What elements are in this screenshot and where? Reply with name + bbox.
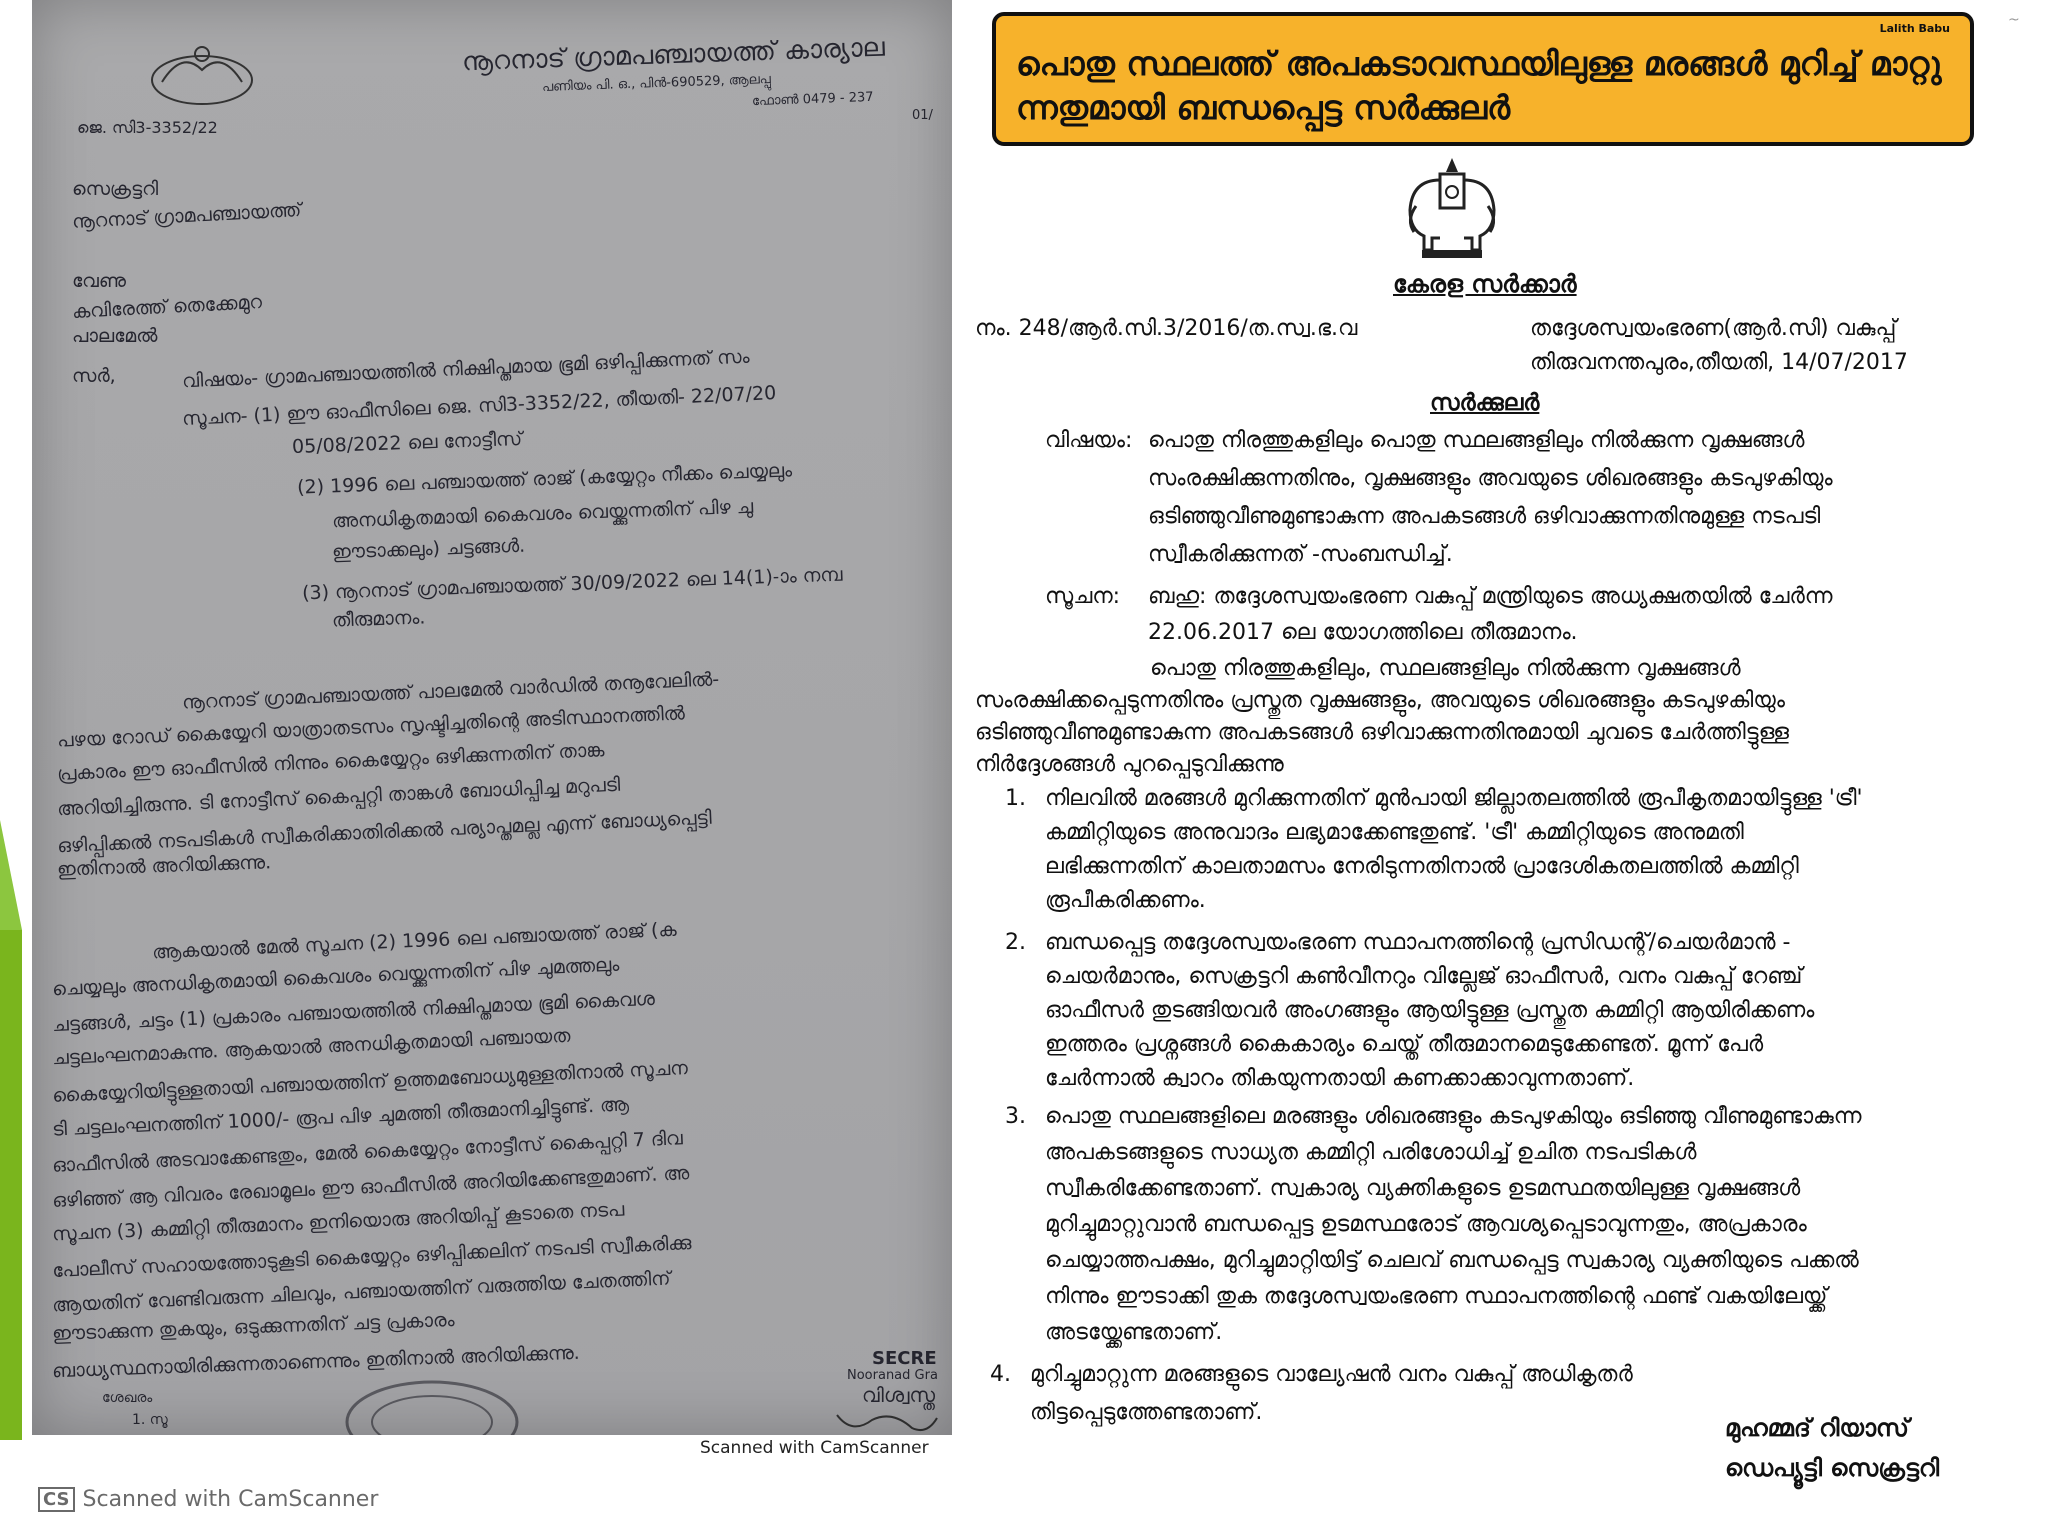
para2-line: പോലീസ് സഹായത്തോടുകൂടി കൈയ്യേറ്റം ഒഴിപ്പിക്കലിന് നടപടി സ്വീകരിക്കു — [51, 1232, 692, 1282]
subject-line: പൊതു നിരത്തുകളിലും പൊതു സ്ഥലങ്ങളിലും നിൽക്കുന്ന വൃക്ഷങ്ങൾ — [1148, 428, 1805, 453]
camscanner-footer — [38, 1487, 378, 1512]
letter-ref-3: (3) നൂറനാട് ഗ്രാമപഞ്ചായത്ത് 30/09/2022 ലെ 14(1)-ാം നമ്പ — [301, 563, 843, 605]
camscanner-text: Scanned with CamScanner — [82, 1487, 379, 1512]
item-line: ഓഫീസർ തുടങ്ങിയവർ അംഗങ്ങളും ആയിട്ടുള്ള പ്രസ്തുത കമ്മിറ്റി ആയിരിക്കണം — [1045, 998, 1815, 1023]
item-line: നിന്നും ഈടാക്കി തുക തദ്ദേശസ്വയംഭരണ സ്ഥാപനത്തിന്റെ ഫണ്ട് വകയിലേയ്ക്ക് — [1045, 1284, 1828, 1309]
panchayat-emblem-icon — [142, 40, 262, 110]
item-line: ചെയ്യാത്തപക്ഷം, മുറിച്ചുമാറ്റിയിട്ട് ചെലവ് ബന്ധപ്പെട്ട സ്വകാര്യ വ്യക്തിയുടെ പക്കൽ — [1045, 1248, 1859, 1273]
reference-line: ബഹു: തദ്ദേശസ്വയംഭരണ വകുപ്പ് മന്ത്രിയുടെ അധ്യക്ഷതയിൽ ചേർന്ന — [1148, 584, 1833, 609]
item-number: 1. — [1005, 786, 1026, 811]
scanned-letter — [32, 0, 952, 1435]
header-address: പണിയം പി. ഒ., പിൻ-690529, ആലപ്പു — [541, 72, 772, 95]
item-line: ചേർന്നാൽ ക്വാറം തികയുന്നതായി കണക്കാക്കാവുന്നതാണ്. — [1045, 1066, 1635, 1091]
letter-ref-1: സൂചന- (1) ഈ ഓഫീസിലെ ജെ. സി3-3352/22, തീയതി- 22/07/20 — [181, 382, 777, 430]
para2-line: ഒഴിഞ്ഞ് ആ വിവരം രേഖാമൂലം ഈ ഓഫീസിൽ അറിയിക്കേണ്ടതുമാണ്. അ — [51, 1162, 690, 1212]
to-line-2: കവിരേത്ത് തെക്കേമുറ — [71, 291, 263, 323]
intro-line: ഒടിഞ്ഞുവീണുമുണ്ടാകുന്ന അപകടങ്ങൾ ഒഴിവാക്കുന്നതിനുമായി ചുവടെ ചേർത്തിട്ടുള്ള — [975, 720, 1789, 745]
item-line: മുറിച്ചുമാറ്റുന്ന മരങ്ങളുടെ വാല്യേഷൻ വനം വകുപ്പ് അധികൃതർ — [1030, 1362, 1633, 1387]
subject-label: വിഷയം: — [1045, 428, 1133, 453]
item-line: കമ്മിറ്റിയുടെ അനുവാദം ലഭ്യമാക്കേണ്ടതുണ്ട്. 'ട്രീ' കമ്മിറ്റിയുടെ അനുമതി — [1045, 820, 1744, 845]
secretary-label: SECRE — [872, 1348, 937, 1369]
reference-label: സൂചന: — [1045, 584, 1121, 609]
letter-ref-1b: 05/08/2022 ലെ നോട്ടീസ് — [291, 427, 523, 459]
title-author: Lalith Babu — [1879, 22, 1950, 35]
para1-line: ഇതിനാൽ അറിയിക്കുന്നു. — [56, 851, 272, 881]
para1-line: പ്രകാരം ഈ ഓഫീസിൽ നിന്നും കൈയ്യേറ്റം ഒഴിക്കുന്നതിന് താങ്ക — [56, 739, 605, 785]
circular-title: പൊതു സ്ഥലത്ത് അപകടാവസ്ഥയിലുള്ള മരങ്ങൾ മുറിച്ച് മാറ്റു ന്നതുമായി ബന്ധപ്പെട്ട സർക്കുലർ — [1016, 44, 1942, 127]
subject-line: സംരക്ഷിക്കുന്നതിനും, വൃക്ഷങ്ങളും അവയുടെ ശിഖരങ്ങളും കടപുഴകിയും — [1148, 466, 1833, 491]
item-line: സ്വീകരിക്കേണ്ടതാണ്. സ്വകാര്യ വ്യക്തികളുടെ ഉടമസ്ഥതയിലുള്ള വൃക്ഷങ്ങൾ — [1045, 1176, 1801, 1201]
item-line: ചെയർമാനും, സെക്രട്ടറി കൺവീനറും വില്ലേജ് ഓഫീസർ, വനം വകുപ്പ് റേഞ്ച് — [1045, 964, 1803, 989]
left-scan-footer: Scanned with CamScanner — [700, 1438, 929, 1458]
para1-line: പഴയ റോഡ് കൈയ്യേറി യാത്രാതടസം സൃഷ്ടിച്ചതിന്റെ അടിസ്ഥാനത്തിൽ — [56, 702, 686, 752]
para1-line: അറിയിച്ചിരുന്നു. ടി നോട്ടീസ് കൈപ്പറ്റി താങ്കൾ ബോധിപ്പിച്ച മറുപടി — [56, 773, 621, 821]
item-line: അടയ്ക്കേണ്ടതാണ്. — [1045, 1320, 1223, 1345]
para2-line: സൂചന (3) കമ്മിറ്റി തീരുമാനം ഇനിയൊരു അറിയിപ്പ് കൂടാതെ നടപ — [51, 1198, 625, 1246]
item-line: ബന്ധപ്പെട്ട തദ്ദേശസ്വയംഭരണ സ്ഥാപനത്തിന്റെ പ്രസിഡന്റ്/ചെയർമാൻ - — [1045, 930, 1791, 955]
para1-line: നൂറനാട് ഗ്രാമപഞ്ചായത്ത് പാലമേൽ വാർഡിൽ തനൂവേലിൽ- — [181, 668, 720, 714]
letter-ref-2: (2) 1996 ലെ പഞ്ചായത്ത് രാജ് (കയ്യേറ്റം നീക്കം ചെയ്യലും — [296, 459, 793, 499]
para2-line: ടി ചട്ടലംഘനത്തിന് 1000/- രൂപ പിഴ ചുമത്തി തീരുമാനിച്ചിട്ടുണ്ട്. ആ — [51, 1093, 630, 1141]
item-line: ഇത്തരം പ്രശ്നങ്ങൾ കൈകാര്യം ചെയ്ത് തീരുമാനമെടുക്കേണ്ടത്. മൂന്ന് പേർ — [1045, 1032, 1764, 1057]
header-org: നൂറനാട് ഗ്രാമപഞ്ചായത്ത് കാര്യാല — [461, 32, 886, 78]
circular-place-date: തിരുവനന്തപുരം,തീയതി, 14/07/2017 — [1530, 350, 1908, 375]
letter-ref-2b: അനധികൃതമായി കൈവശം വെയ്ക്കുന്നതിന് പിഴ ചു — [331, 495, 754, 533]
item-line: അപകടങ്ങളുടെ സാധ്യത കമ്മിറ്റി പരിശോധിച്ച് ഉചിത നടപടികൾ — [1045, 1140, 1697, 1165]
letter-ref: ജെ. സി3-3352/22 — [77, 118, 218, 137]
para2-line: ചെയ്യലും അനധികൃതമായി കൈവശം വെയ്ക്കുന്നതിന് പിഴ ചുമത്തലും — [51, 953, 620, 1001]
para2-line: കൈയ്യേറിയിട്ടുള്ളതായി പഞ്ചായത്തിന് ഉത്തമബോധ്യമുള്ളതിനാൽ സൂചന — [51, 1057, 689, 1107]
intro-line: നിർദ്ദേശങ്ങൾ പുറപ്പെടുവിക്കുന്നു — [975, 752, 1284, 777]
letter-subject: വിഷയം- ഗ്രാമപഞ്ചായത്തിൽ നിക്ഷിപ്തമായ ഭൂമി ഒഴിപ്പിക്കുന്നത് സം — [181, 345, 750, 393]
header-phone: ഫോൺ 0479 - 237 — [751, 89, 874, 110]
subject-line: ഒടിഞ്ഞുവീണുമുണ്ടാകുന്ന അപകടങ്ങൾ ഒഴിവാക്കുന്നതിനുമുള്ള നടപടി — [1148, 504, 1821, 529]
intro-line: പൊതു നിരത്തുകളിലും, സ്ഥലങ്ങളിലും നിൽക്കുന്ന വൃക്ഷങ്ങൾ — [1150, 656, 1741, 681]
subject-line: സ്വീകരിക്കുന്നത് -സംബന്ധിച്ച്. — [1148, 542, 1453, 567]
item-line: നിലവിൽ മരങ്ങൾ മുറിക്കുന്നതിന് മുൻപായി ജില്ലാതലത്തിൽ രൂപീകൃതമായിട്ടുള്ള 'ട്രീ' — [1045, 786, 1863, 811]
signer-title: ഡെപ്യൂട്ടി സെക്രട്ടറി — [1725, 1454, 1940, 1482]
letter-ref-3b: തീരുമാനം. — [331, 606, 426, 632]
para2-line: ആകയാൽ മേൽ സൂചന (2) 1996 ലെ പഞ്ചായത്ത് രാജ് (ക — [151, 918, 678, 964]
green-accent-bar — [0, 930, 22, 1440]
circular-number: നം. 248/ആർ.സി.3/2016/ത.സ്വ.ഭ.വ — [975, 316, 1358, 341]
item-line: തിട്ടപ്പെടുത്തേണ്ടതാണ്. — [1030, 1400, 1263, 1425]
office-seal-icon — [332, 1372, 532, 1435]
item-line: ലഭിക്കുന്നതിന് കാലതാമസം നേരിടുന്നതിനാൽ പ്രാദേശികതലത്തിൽ കമ്മിറ്റി — [1045, 854, 1799, 879]
circular-dept: തദ്ദേശസ്വയംഭരണ(ആർ.സി) വകുപ്പ് — [1530, 316, 1897, 341]
kerala-emblem-icon — [1402, 150, 1502, 268]
item-line: രൂപീകരിക്കണം. — [1045, 888, 1206, 913]
from-line-1: സെക്രട്ടറി — [72, 178, 159, 200]
signer-name: മുഹമ്മദ് റിയാസ് — [1725, 1414, 1909, 1442]
salutation: സർ, — [72, 365, 116, 387]
intro-line: സംരക്ഷിക്കപ്പെടുന്നതിനും പ്രസ്തുത വൃക്ഷങ്ങളും, അവയുടെ ശിഖരങ്ങളും കടപുഴകിയും — [975, 688, 1785, 713]
circular-title-banner — [992, 12, 1974, 146]
header-num: 01/ — [912, 108, 933, 123]
item-number: 3. — [1005, 1104, 1026, 1129]
corner-mark: ~ — [2008, 12, 2020, 28]
para2-line: ചട്ടങ്ങൾ, ചട്ടം (1) പ്രകാരം പഞ്ചായത്തിൽ നിക്ഷിപ്തമായ ഭൂമി കൈവശ — [51, 987, 656, 1037]
copy-line-1: ശേഖരം — [102, 1390, 153, 1406]
circular-heading: സർക്കുലർ — [1430, 390, 1540, 416]
from-line-2: നൂറനാട് ഗ്രാമപഞ്ചായത്ത് — [71, 199, 302, 233]
para2-line: ഈടാക്കുന്ന തുകയും, ഒടുക്കുന്നതിന് ചട്ട പ്രകാരം — [51, 1308, 455, 1346]
item-line: മുറിച്ചുമാറ്റുവാൻ ബന്ധപ്പെട്ട ഉടമസ്ഥരോട് ആവശ്യപ്പെടാവുന്നതും, അപ്രകാരം — [1045, 1212, 1807, 1237]
to-line-1: വേണു — [72, 270, 126, 292]
signature-icon — [832, 1410, 942, 1435]
para2-line: ചട്ടലംഘനമാകുന്നു. ആകയാൽ അനധികൃതമായി പഞ്ചായത — [51, 1024, 571, 1070]
reference-line: 22.06.2017 ലെ യോഗത്തിലെ തീരുമാനം. — [1148, 620, 1578, 645]
camscanner-logo-icon: CS — [38, 1487, 75, 1512]
to-line-3: പാലമേൽ — [72, 325, 158, 347]
para1-line: ഒഴിപ്പിക്കൽ നടപടികൾ സ്വീകരിക്കാതിരിക്കൽ പര്യാപ്തമല്ല എന്ന് ബോധ്യപ്പെട്ടി — [56, 806, 713, 858]
item-number: 4. — [990, 1362, 1011, 1387]
para2-line: ബാധ്യസ്ഥനായിരിക്കുന്നതാണെന്നും ഇതിനാൽ അറിയിക്കുന്നു. — [51, 1341, 581, 1383]
closing-text: വിശ്വസ്ത — [862, 1383, 936, 1407]
item-line: പൊതു സ്ഥലങ്ങളിലെ മരങ്ങളും ശിഖരങ്ങളും കടപുഴകിയും ഒടിഞ്ഞു വീണുമുണ്ടാകുന്ന — [1045, 1104, 1862, 1129]
letter-ref-2c: ഈടാക്കലും) ചട്ടങ്ങൾ. — [331, 534, 526, 564]
copy-line-2: 1. സൂ — [132, 1412, 168, 1428]
para2-line: ആയതിന് വേണ്ടിവരുന്ന ചിലവും, പഞ്ചായത്തിന് വരുത്തിയ ചേതത്തിന് — [51, 1267, 671, 1317]
para2-line: ഓഫീസിൽ അടവാക്കേണ്ടതും, മേൽ കൈയ്യേറ്റം നോട്ടീസ് കൈപ്പറ്റി 7 ദിവ — [51, 1127, 684, 1177]
govt-name: കേരള സർക്കാർ — [1393, 270, 1577, 298]
item-number: 2. — [1005, 930, 1026, 955]
secretary-sub: Nooranad Gra — [847, 1368, 938, 1383]
green-accent-tip — [0, 820, 22, 930]
